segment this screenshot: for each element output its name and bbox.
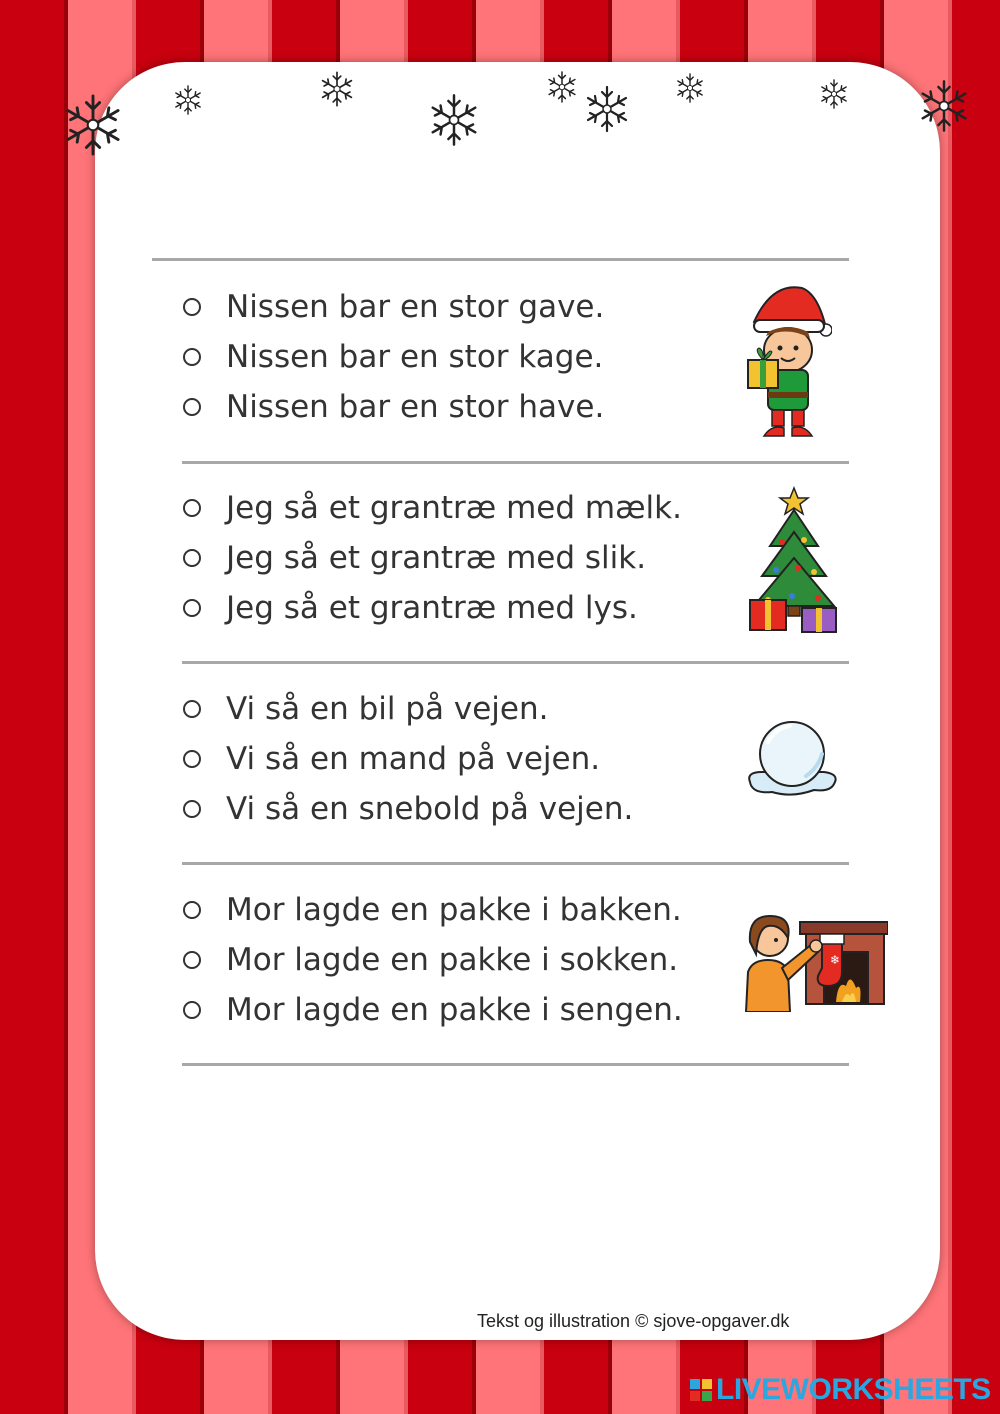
radio-circle[interactable]	[183, 800, 201, 818]
option-text: Nissen bar en stor kage.	[226, 339, 604, 375]
snowflake-icon	[916, 78, 972, 134]
radio-circle[interactable]	[183, 348, 201, 366]
snowflake-icon	[172, 84, 204, 116]
radio-circle[interactable]	[183, 951, 201, 969]
brand-name: LIVEWORKSHEETS	[716, 1373, 991, 1406]
elf-with-gift-icon	[742, 280, 832, 440]
snowflake-icon	[60, 92, 126, 158]
radio-circle[interactable]	[183, 549, 201, 567]
radio-circle[interactable]	[183, 398, 201, 416]
svg-text:❄: ❄	[830, 953, 841, 967]
answer-option[interactable]	[183, 590, 638, 626]
option-text: Jeg så et grantræ med slik.	[226, 540, 647, 576]
liveworksheets-grid-icon	[690, 1379, 712, 1401]
radio-circle[interactable]	[183, 750, 201, 768]
option-text: Mor lagde en pakke i sokken.	[226, 942, 679, 978]
radio-circle[interactable]	[183, 599, 201, 617]
liveworksheets-logo[interactable]	[690, 1373, 991, 1407]
answer-option[interactable]	[183, 691, 548, 727]
answer-option[interactable]	[183, 741, 600, 777]
option-text: Nissen bar en stor have.	[226, 389, 605, 425]
option-text: Jeg så et grantræ med mælk.	[226, 490, 682, 526]
option-text: Mor lagde en pakke i bakken.	[226, 892, 682, 928]
option-text: Vi så en mand på vejen.	[226, 741, 601, 777]
option-text: Vi så en bil på vejen.	[226, 691, 549, 727]
divider-line	[152, 258, 849, 261]
radio-circle[interactable]	[183, 298, 201, 316]
answer-option[interactable]	[183, 289, 604, 325]
radio-circle[interactable]	[183, 901, 201, 919]
christmas-tree-icon	[748, 484, 840, 636]
divider-line	[182, 862, 849, 865]
option-text: Mor lagde en pakke i sengen.	[226, 992, 683, 1028]
snowball-icon	[744, 718, 840, 798]
radio-circle[interactable]	[183, 499, 201, 517]
answer-option[interactable]	[183, 540, 646, 576]
woman-stocking-fireplace-icon	[742, 902, 888, 1012]
answer-option[interactable]	[183, 992, 683, 1028]
credit-text: Tekst og illustration © sjove-opgaver.dk	[477, 1311, 790, 1331]
snowflake-icon	[545, 70, 579, 104]
answer-option[interactable]	[183, 791, 633, 827]
radio-circle[interactable]	[183, 1001, 201, 1019]
answer-option[interactable]	[183, 942, 678, 978]
divider-line	[182, 1063, 849, 1066]
answer-option[interactable]	[183, 339, 603, 375]
snowflake-icon	[818, 78, 850, 110]
answer-option[interactable]	[183, 389, 604, 425]
divider-line	[182, 661, 849, 664]
option-text: Vi så en snebold på vejen.	[226, 791, 634, 827]
answer-option[interactable]	[183, 490, 682, 526]
snowflake-icon	[426, 92, 482, 148]
option-text: Jeg så et grantræ med lys.	[226, 590, 638, 626]
radio-circle[interactable]	[183, 700, 201, 718]
snowflake-icon	[674, 72, 706, 104]
answer-option[interactable]	[183, 892, 682, 928]
snowflake-icon	[582, 84, 632, 134]
snowflake-icon	[318, 70, 356, 108]
divider-line	[182, 461, 849, 464]
option-text: Nissen bar en stor gave.	[226, 289, 605, 325]
